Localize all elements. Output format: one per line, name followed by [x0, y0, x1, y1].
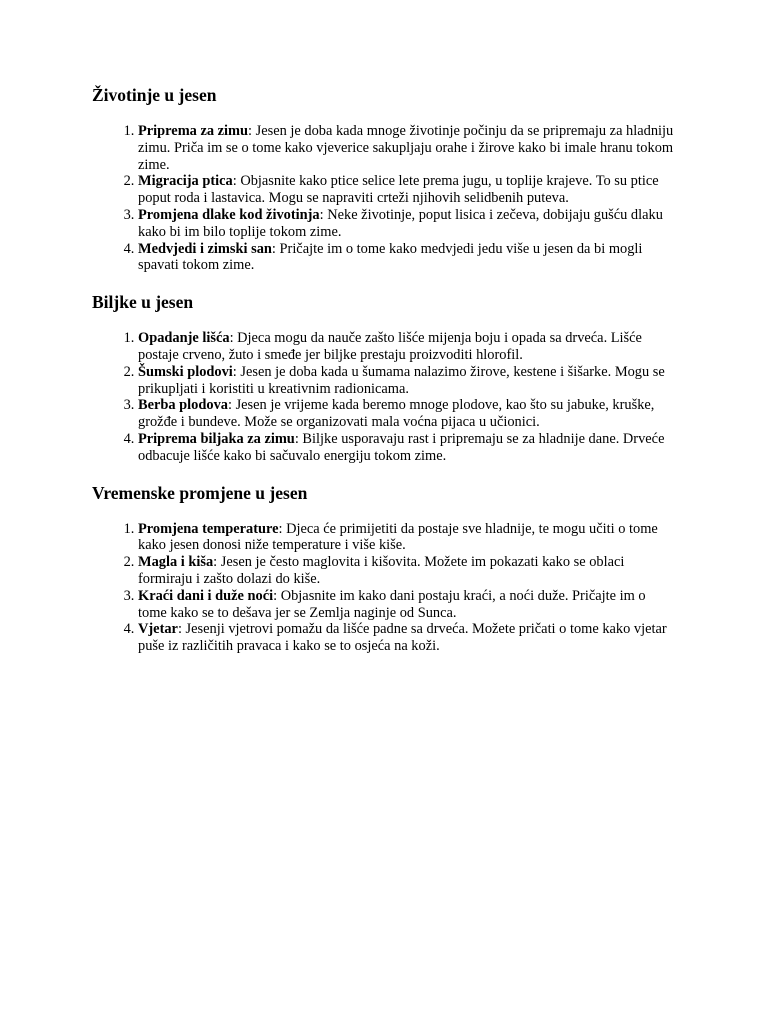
- list-item: [138, 241, 676, 275]
- list-item: [138, 364, 676, 398]
- list-item: [138, 554, 676, 588]
- list-item: [138, 588, 676, 622]
- item-term: Medvjedi i zimski san: [138, 240, 272, 257]
- item-text: : Neke životinje, poput lisica i zečeva, dobijaju gušću dlaku kako bi im bilo toplije tokom zime.: [138, 206, 663, 240]
- item-term: Promjena dlake kod životinja: [138, 206, 320, 223]
- item-term: Berba plodova: [138, 397, 228, 414]
- section-plants: [92, 292, 676, 464]
- section-heading: Životinje u jesen: [92, 85, 217, 105]
- item-text: : Jesen je doba kada mnoge životinje počinju da se pripremaju za hladniju zimu. Priča im se o tome kako vjeverice sakupljaju orahe i žirove kako bi imale hranu tokom zime.: [138, 123, 674, 173]
- item-term: Promjena temperature: [138, 520, 279, 537]
- numbered-list: [92, 330, 676, 464]
- item-term: Vjetar: [138, 621, 178, 638]
- item-text: : Djeca će primijetiti da postaje sve hladnije, te mogu učiti o tome kako jesen donosi niže temperature i više kiše.: [138, 520, 658, 554]
- item-term: Magla i kiša: [138, 554, 214, 571]
- list-item: [138, 173, 676, 207]
- list-item: [138, 330, 676, 364]
- section-heading: Vremenske promjene u jesen: [92, 482, 308, 503]
- section-heading: Biljke u jesen: [92, 292, 194, 313]
- item-text: : Objasnite im kako dani postaju kraći, a noći duže. Pričajte im o tome kako se to dešava jer se Zemlja naginje od Sunca.: [138, 587, 646, 621]
- numbered-list: [92, 521, 676, 655]
- list-item: [138, 397, 676, 431]
- item-term: Šumski plodovi: [138, 363, 233, 380]
- item-text: : Jesen je vrijeme kada beremo mnoge plodove, kao što su jabuke, kruške, grožđe i bundeve. Može se organizovati mala voćna pijaca u učionici.: [138, 397, 655, 431]
- section-weather: [92, 483, 676, 655]
- item-term: Migracija ptica: [138, 173, 233, 190]
- item-text: : Jesenji vjetrovi pomažu da lišće padne sa drveća. Možete pričati o tome kako vjetar puše iz različitih pravaca i kako se to osjeća na koži.: [138, 621, 667, 655]
- item-term: Priprema za zimu: [138, 123, 249, 139]
- item-text: : Jesen je često maglovita i kišovita. Možete im pokazati kako se oblaci formiraju i zašto dolazi do kiše.: [138, 554, 625, 587]
- item-term: Kraći dani i duže noći: [138, 587, 274, 604]
- item-text: : Objasnite kako ptice selice lete prema jugu, u toplije krajeve. To su ptice poput roda i lastavica. Mogu se napraviti crteži njihovih selidbenih puteva.: [138, 173, 659, 207]
- item-term: Opadanje lišća: [138, 330, 230, 347]
- list-item: [138, 621, 676, 655]
- section-animals: [92, 85, 676, 274]
- item-text: : Biljke usporavaju rast i pripremaju se za hladnije dane. Drveće odbacuje lišće kako bi sačuvalo energiju tokom zime.: [138, 430, 665, 464]
- list-item: [138, 207, 676, 241]
- item-term: Priprema biljaka za zimu: [138, 430, 295, 447]
- item-text: : Pričajte im o tome kako medvjedi jedu više u jesen da bi mogli spavati tokom zime.: [138, 240, 643, 274]
- numbered-list: [92, 123, 676, 274]
- list-item: [138, 123, 676, 173]
- list-item: [138, 521, 676, 555]
- item-text: : Djeca mogu da nauče zašto lišće mijenja boju i opada sa drveća. Lišće postaje crveno, žuto i smeđe jer biljke prestaju proizvoditi hlorofil.: [138, 330, 642, 363]
- item-text: : Jesen je doba kada u šumama nalazimo žirove, kestene i šišarke. Mogu se prikupljati i koristiti u kreativnim radionicama.: [138, 363, 665, 397]
- list-item: [138, 431, 676, 465]
